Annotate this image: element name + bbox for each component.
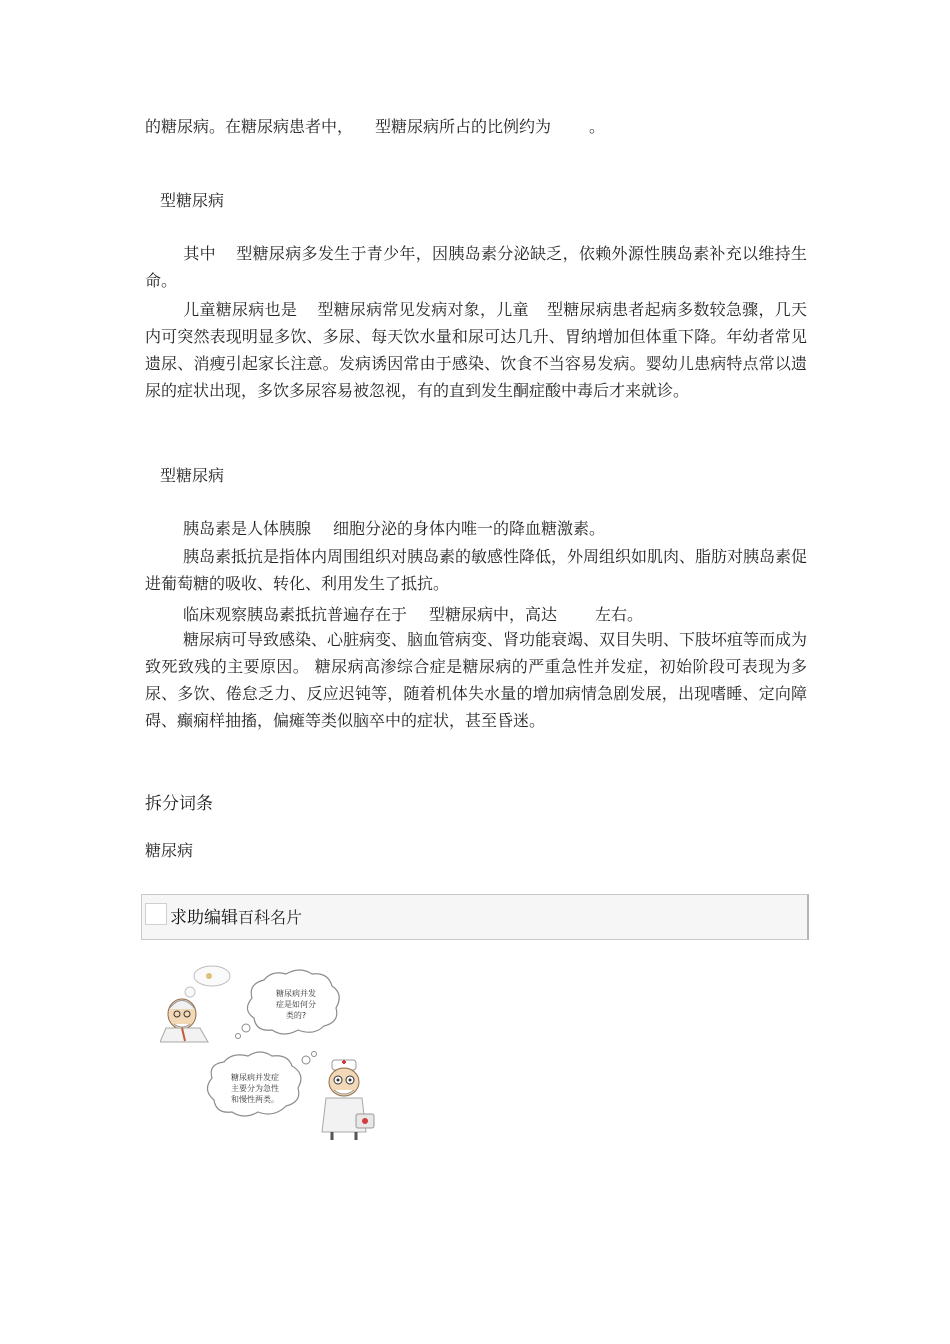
p5-text-a: 临床观察胰岛素抵抗普遍存在于 — [183, 605, 408, 624]
p3-text-a: 胰岛素是人体胰腺 — [183, 519, 312, 538]
edit-toolbar — [141, 894, 809, 940]
paragraph-insulin — [145, 515, 807, 542]
bubble1-line3: 类的? — [285, 1011, 307, 1020]
paragraph-insulin-resistance — [145, 543, 807, 597]
p2-text-c: 型糖尿病患者起病多数较急骤，几天内可突然表现明显多饮、多尿、每天饮水量和尿可达几升、胃纳增加但体重下降。年幼者常见遗尿、消瘦引起家长注意。发病诱因常由于感染、饮食不当容易发病。婴幼儿患病特点常以遗尿的症状出现，多饮多尿容易被忽视，有的直到发生酮症酸中毒后才来就诊。 — [145, 300, 807, 400]
p5-text-b: 型糖尿病中，高达 — [429, 605, 558, 624]
help-edit-link[interactable]: 求助编辑 — [170, 908, 238, 928]
bubble2-line2: 主要分为急性 — [231, 1084, 279, 1093]
speech-bubble-1 — [236, 970, 340, 1039]
intro-text-b: 型糖尿病所占的比例约为 — [375, 117, 552, 136]
split-entry-link[interactable]: 糖尿病 — [145, 841, 194, 860]
p3-text-b: 细胞分泌的身体内唯一的降血糖激素。 — [333, 519, 606, 538]
speech-bubble-2 — [207, 1052, 316, 1117]
intro-text-a: 的糖尿病。在糖尿病患者中， — [145, 117, 354, 136]
p4-text: 胰岛素抵抗是指体内周围组织对胰岛素的敏感性降低，外周组织如肌肉、脂肪对胰岛素促进葡萄糖的吸收、转化、利用发生了抵抗。 — [145, 547, 808, 593]
heading-type-2: 型糖尿病 — [160, 466, 225, 485]
cartoon-illustration — [160, 962, 390, 1142]
paragraph-type1-definition — [145, 240, 807, 294]
paragraph-complications — [145, 626, 807, 734]
p5-text-c: 左右。 — [595, 605, 644, 624]
p1-text-a: 其中 — [183, 244, 216, 263]
doctor-2-figure — [322, 1060, 374, 1140]
toolbar-checkbox[interactable] — [145, 903, 167, 925]
encyclopedia-card-label: 百科名片 — [238, 908, 303, 927]
paragraph-clinical-observation — [145, 601, 807, 628]
intro-line — [145, 114, 810, 140]
bubble1-line2: 症是如何分 — [276, 1000, 316, 1009]
paragraph-children-diabetes — [145, 296, 807, 404]
p6-text: 糖尿病可导致感染、心脏病变、脑血管病变、肾功能衰竭、双目失明、下肢坏疽等而成为致死致残的主要原因。 糖尿病高渗综合症是糖尿病的严重急性并发症，初始阶段可表现为多尿、多饮、倦怠乏力、反应迟钝等，随着机体失水量的增加病情急剧发展，出现嗜睡、定向障碍、癫痫样抽搐，偏瘫等类似脑卒中的症状，甚至昏迷。 — [145, 630, 808, 730]
p2-text-b: 型糖尿病常见发病对象，儿童 — [317, 300, 529, 319]
heading-type-1: 型糖尿病 — [160, 191, 225, 210]
bubble2-line1: 糖尿病并发症 — [231, 1073, 279, 1082]
p1-text-b: 型糖尿病多发生于青少年，因胰岛素分泌缺乏，依赖外源性胰岛素补充以维持生命。 — [145, 244, 807, 290]
bubble1-line1: 糖尿病并发 — [276, 989, 316, 998]
intro-text-c: 。 — [589, 117, 606, 136]
doctor-1-figure — [160, 966, 230, 1042]
p2-text-a: 儿童糖尿病也是 — [183, 300, 298, 319]
split-entry-label: 拆分词条 — [145, 794, 213, 814]
bubble2-line3: 和慢性两类。 — [231, 1095, 279, 1104]
toolbar-title — [170, 903, 302, 928]
